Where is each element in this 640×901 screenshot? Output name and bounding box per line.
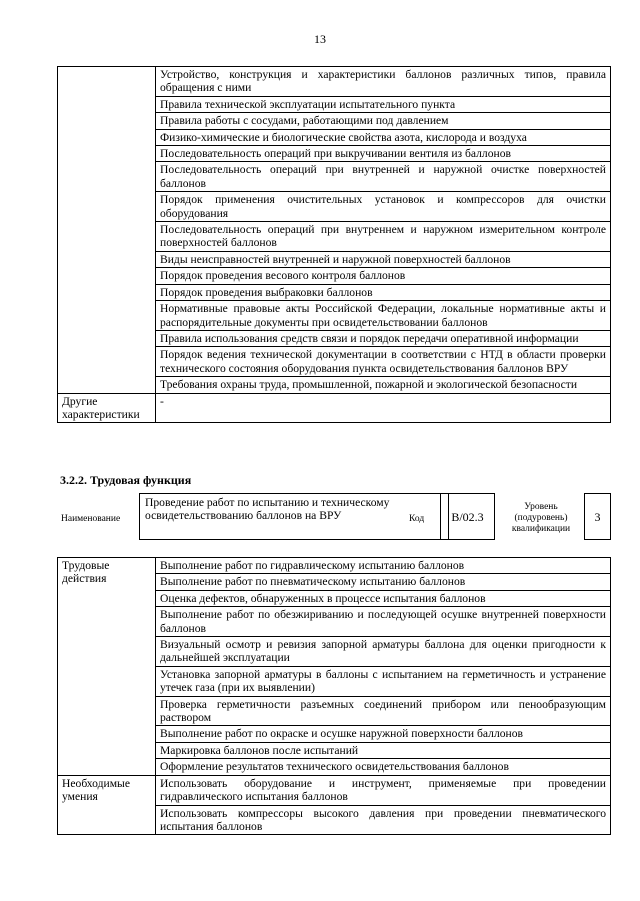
required-skill: Использовать компрессоры высокого давления при проведении пневматического испытания баллонов xyxy=(156,805,611,835)
empty-label-cell xyxy=(58,67,156,394)
labor-action: Оценка дефектов, обнаруженных в процессе испытания баллонов xyxy=(156,590,611,606)
labor-action: Установка запорной арматуры в баллоны с испытанием на герметичность и устранение утечек газа (при их выявлении) xyxy=(156,666,611,696)
knowledge-item: Нормативные правовые акты Российской Федерации, локальные нормативные акты и распорядительные документы при освидетельствовании баллонов xyxy=(156,301,611,331)
table-row xyxy=(58,775,611,805)
knowledge-item: Физико-химические и биологические свойства азота, кислорода и воздуха xyxy=(156,129,611,145)
name-label: Наименование xyxy=(61,514,121,524)
required-skill: Использовать оборудование и инструмент, применяемые при проведении гидравлического испытания баллонов xyxy=(156,775,611,805)
code-value-box: В/02.3 xyxy=(440,493,495,540)
knowledge-item: Последовательность операций при внутреннем и наружном измерительном контроле поверхностей баллонов xyxy=(156,222,611,252)
labor-action: Выполнение работ по обезжириванию и последующей осушке внутренней поверхности баллонов xyxy=(156,607,611,637)
knowledge-item: Порядок ведения технической документации в соответствии с НТД в области проверки технического состояния оборудования пункта освидетельствования баллонов ВРУ xyxy=(156,347,611,377)
knowledge-item: Требования охраны труда, промышленной, пожарной и экологической безопасности xyxy=(156,377,611,393)
knowledge-item: Последовательность операций при выкручивании вентиля из баллонов xyxy=(156,146,611,162)
labor-action: Выполнение работ по пневматическому испытанию баллонов xyxy=(156,574,611,590)
name-value-box: Проведение работ по испытанию и техническому освидетельствованию баллонов на ВРУ xyxy=(139,493,449,540)
knowledge-item: Порядок применения очистительных установок и компрессоров для очистки оборудования xyxy=(156,192,611,222)
labor-action: Визуальный осмотр и ревизия запорной арматуры баллона для оценки пригодности к дальнейшей эксплуатации xyxy=(156,637,611,667)
knowledge-item: Правила работы с сосудами, работающими под давлением xyxy=(156,113,611,129)
level-label: Уровень (подуровень) квалификации xyxy=(511,502,571,534)
labor-action: Оформление результатов технического освидетельствования баллонов xyxy=(156,759,611,775)
knowledge-table xyxy=(57,66,611,423)
level-value-box: 3 xyxy=(584,493,611,540)
other-characteristics-label: Другие характеристики xyxy=(58,393,156,423)
knowledge-item: Устройство, конструкция и характеристики баллонов различных типов, правила обращения с ними xyxy=(156,67,611,97)
labor-action: Выполнение работ по гидравлическому испытанию баллонов xyxy=(156,558,611,574)
section-heading: 3.2.2. Трудовая функция xyxy=(60,473,192,487)
code-label: Код xyxy=(409,514,425,524)
table-row xyxy=(58,558,611,574)
table-row xyxy=(58,67,611,97)
labor-action: Маркировка баллонов после испытаний xyxy=(156,742,611,758)
knowledge-item: Виды неисправностей внутренней и наружной поверхностей баллонов xyxy=(156,251,611,267)
required-skills-label: Необходимые умения xyxy=(58,775,156,835)
knowledge-item: Правила использования средств связи и порядок передачи оперативной информации xyxy=(156,330,611,346)
function-header xyxy=(57,493,611,548)
labor-actions-label: Трудовые действия xyxy=(58,558,156,776)
knowledge-item: Последовательность операций при внутренней и наружной очистке поверхностей баллонов xyxy=(156,162,611,192)
labor-action: Выполнение работ по окраске и осушке наружной поверхности баллонов xyxy=(156,726,611,742)
page-number: 13 xyxy=(314,32,326,46)
labor-function-table xyxy=(57,557,611,835)
knowledge-item: Порядок проведения весового контроля баллонов xyxy=(156,268,611,284)
knowledge-item: Правила технической эксплуатации испытательного пункта xyxy=(156,96,611,112)
labor-action: Проверка герметичности разъемных соединений прибором или пенообразующим раствором xyxy=(156,696,611,726)
other-characteristics-value: - xyxy=(156,393,611,423)
table-row xyxy=(58,393,611,423)
knowledge-item: Порядок проведения выбраковки баллонов xyxy=(156,284,611,300)
